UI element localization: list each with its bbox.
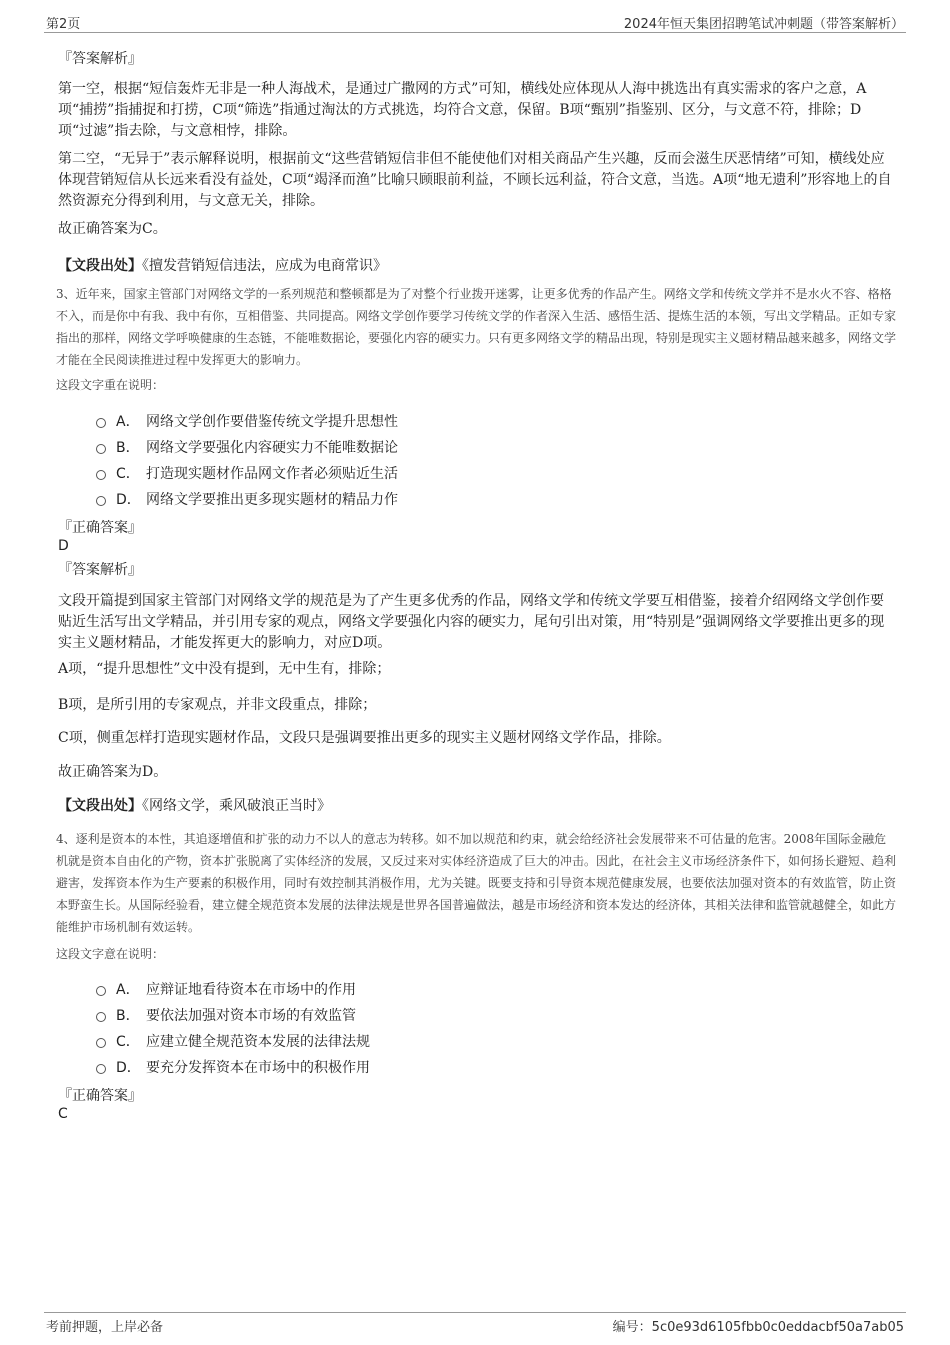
q2-source-label: 【文段出处】: [58, 258, 142, 274]
page-number: 第2页: [46, 17, 81, 32]
q3-option-a[interactable]: A． 网络文学创作要借鉴传统文学提升思想性: [96, 410, 398, 432]
radio-icon[interactable]: [96, 470, 106, 480]
q2-analysis-label: 『答案解析』: [58, 51, 142, 67]
document-title: 2024年恒天集团招聘笔试冲刺题（带答案解析）: [623, 17, 904, 32]
document-code: 编号：5c0e93d6105fbb0c0eddacbf50a7ab05: [612, 1320, 904, 1335]
q3-prompt: 这段文字重在说明：: [56, 378, 165, 392]
q2-analysis-paragraph-2: 第二空，“无异于”表示解释说明，根据前文“这些营销短信非但不能使他们对相关商品产生兴趣，反而会滋生厌恶情绪”可知，横线处应体现营销短信从长远来看没有益处，C项“竭泽而渔”比喻只顾眼前利益，不顾长远利益，符合文意，当选。A项“地无遗利”形容地上的自然资源充分得到利用，与文意无关，排除。: [58, 151, 892, 209]
q3-option-b[interactable]: B． 网络文学要强化内容硬实力不能唯数据论: [96, 436, 398, 458]
q3-analysis-option-a: A项，“提升思想性”文中没有提到，无中生有，排除；: [58, 661, 391, 677]
q3-source-title: 《网络文学，乘风破浪正当时》: [142, 798, 331, 814]
q3-source-label: 【文段出处】: [58, 798, 142, 814]
radio-icon[interactable]: [96, 1012, 106, 1022]
radio-icon[interactable]: [96, 444, 106, 454]
q3-answer-label: 『正确答案』: [58, 520, 142, 536]
q4-answer-label: 『正确答案』: [58, 1088, 142, 1104]
radio-icon[interactable]: [96, 986, 106, 996]
radio-icon[interactable]: [96, 1038, 106, 1048]
q4-option-d[interactable]: D． 要充分发挥资本在市场中的积极作用: [96, 1056, 370, 1078]
q3-analysis-paragraph: 文段开篇提到国家主管部门对网络文学的规范是为了产生更多优秀的作品，网络文学和传统文学要互相借鉴，接着介绍网络文学创作要贴近生活写出文学精品，并引用专家的观点，网络文学要强化内容的硬实力，尾句引出对策，用“特别是”强调网络文学要推出更多的现实主义题材精品，才能发挥更大的影响力，对应D项。: [58, 593, 885, 651]
q4-option-a[interactable]: A． 应辩证地看待资本在市场中的作用: [96, 978, 356, 1000]
q4-answer: C: [58, 1106, 68, 1122]
q3-analysis-option-c: C项，侧重怎样打造现实题材作品，文段只是强调要推出更多的现实主义题材网络文学作品，排除。: [58, 730, 671, 746]
radio-icon[interactable]: [96, 496, 106, 506]
q3-option-c[interactable]: C． 打造现实题材作品网文作者必须贴近生活: [96, 462, 398, 484]
q3-analysis-option-b: B项，是所引用的专家观点，并非文段重点，排除；: [58, 697, 377, 713]
radio-icon[interactable]: [96, 1064, 106, 1074]
q2-analysis-paragraph-1: 第一空，根据“短信轰炸无非是一种人海战术，是通过广撒网的方式”可知，横线处应体现从人海中挑选出有真实需求的客户之意，A项“捕捞”指捕捉和打捞，C项“筛选”指通过淘汰的方式挑选，均符合文意，保留。B项“甄别”指鉴别、区分，与文意不符，排除；D项“过滤”指去除，与文意相悖，排除。: [58, 81, 867, 139]
q3-analysis-label: 『答案解析』: [58, 562, 142, 578]
q4-stem: 4、逐利是资本的本性，其追逐增值和扩张的动力不以人的意志为转移。如不加以规范和约束，就会给经济社会发展带来不可估量的危害。2008年国际金融危机就是资本自由化的产物，资本扩张脱离了实体经济的发展，又反过来对实体经济造成了巨大的冲击。因此，在社会主义市场经济条件下，如何扬长避短、趋利避害，发挥资本作为生产要素的积极作用，同时有效控制其消极作用，尤为关键。既要支持和引导资本规范健康发展，也要依法加强对资本的有效监管，防止资本野蛮生长。从国际经验看，建立健全规范资本发展的法律法规是世界各国普遍做法，越是市场经济和资本发达的经济体，其相关法律和监管就越健全，如此方能维护市场机制有效运转。: [56, 832, 897, 934]
q4-prompt: 这段文字意在说明：: [56, 947, 165, 961]
q3-option-d[interactable]: D． 网络文学要推出更多现实题材的精品力作: [96, 488, 398, 510]
q3-source: [58, 795, 331, 815]
q2-source: [58, 255, 387, 275]
page-header: [44, 10, 906, 33]
q4-option-c[interactable]: C． 应建立健全规范资本发展的法律法规: [96, 1030, 370, 1052]
q2-conclusion: 故正确答案为C。: [58, 221, 167, 237]
q3-conclusion: 故正确答案为D。: [58, 764, 168, 780]
footer-slogan: 考前押题，上岸必备: [46, 1320, 164, 1335]
page-footer: [44, 1312, 906, 1335]
radio-icon[interactable]: [96, 418, 106, 428]
q2-source-title: 《擅发营销短信违法，应成为电商常识》: [142, 258, 387, 274]
q3-answer: D: [58, 538, 69, 554]
q3-stem: 3、近年来，国家主管部门对网络文学的一系列规范和整顿都是为了对整个行业拨开迷雾，让更多优秀的作品产生。网络文学和传统文学并不是水火不容、格格不入，而是你中有我、我中有你，互相借鉴、共同提高。网络文学创作要学习传统文学的作者深入生活、感悟生活、提炼生活的本领，写出文学精品。正如专家指出的那样，网络文学呼唤健康的生态链，不能唯数据论，要强化内容的硬实力。只有更多网络文学的精品出现，特别是现实主义题材精品越来越多，网络文学才能在全民阅读推进过程中发挥更大的影响力。: [56, 287, 897, 367]
q4-option-b[interactable]: B． 要依法加强对资本市场的有效监管: [96, 1004, 356, 1026]
